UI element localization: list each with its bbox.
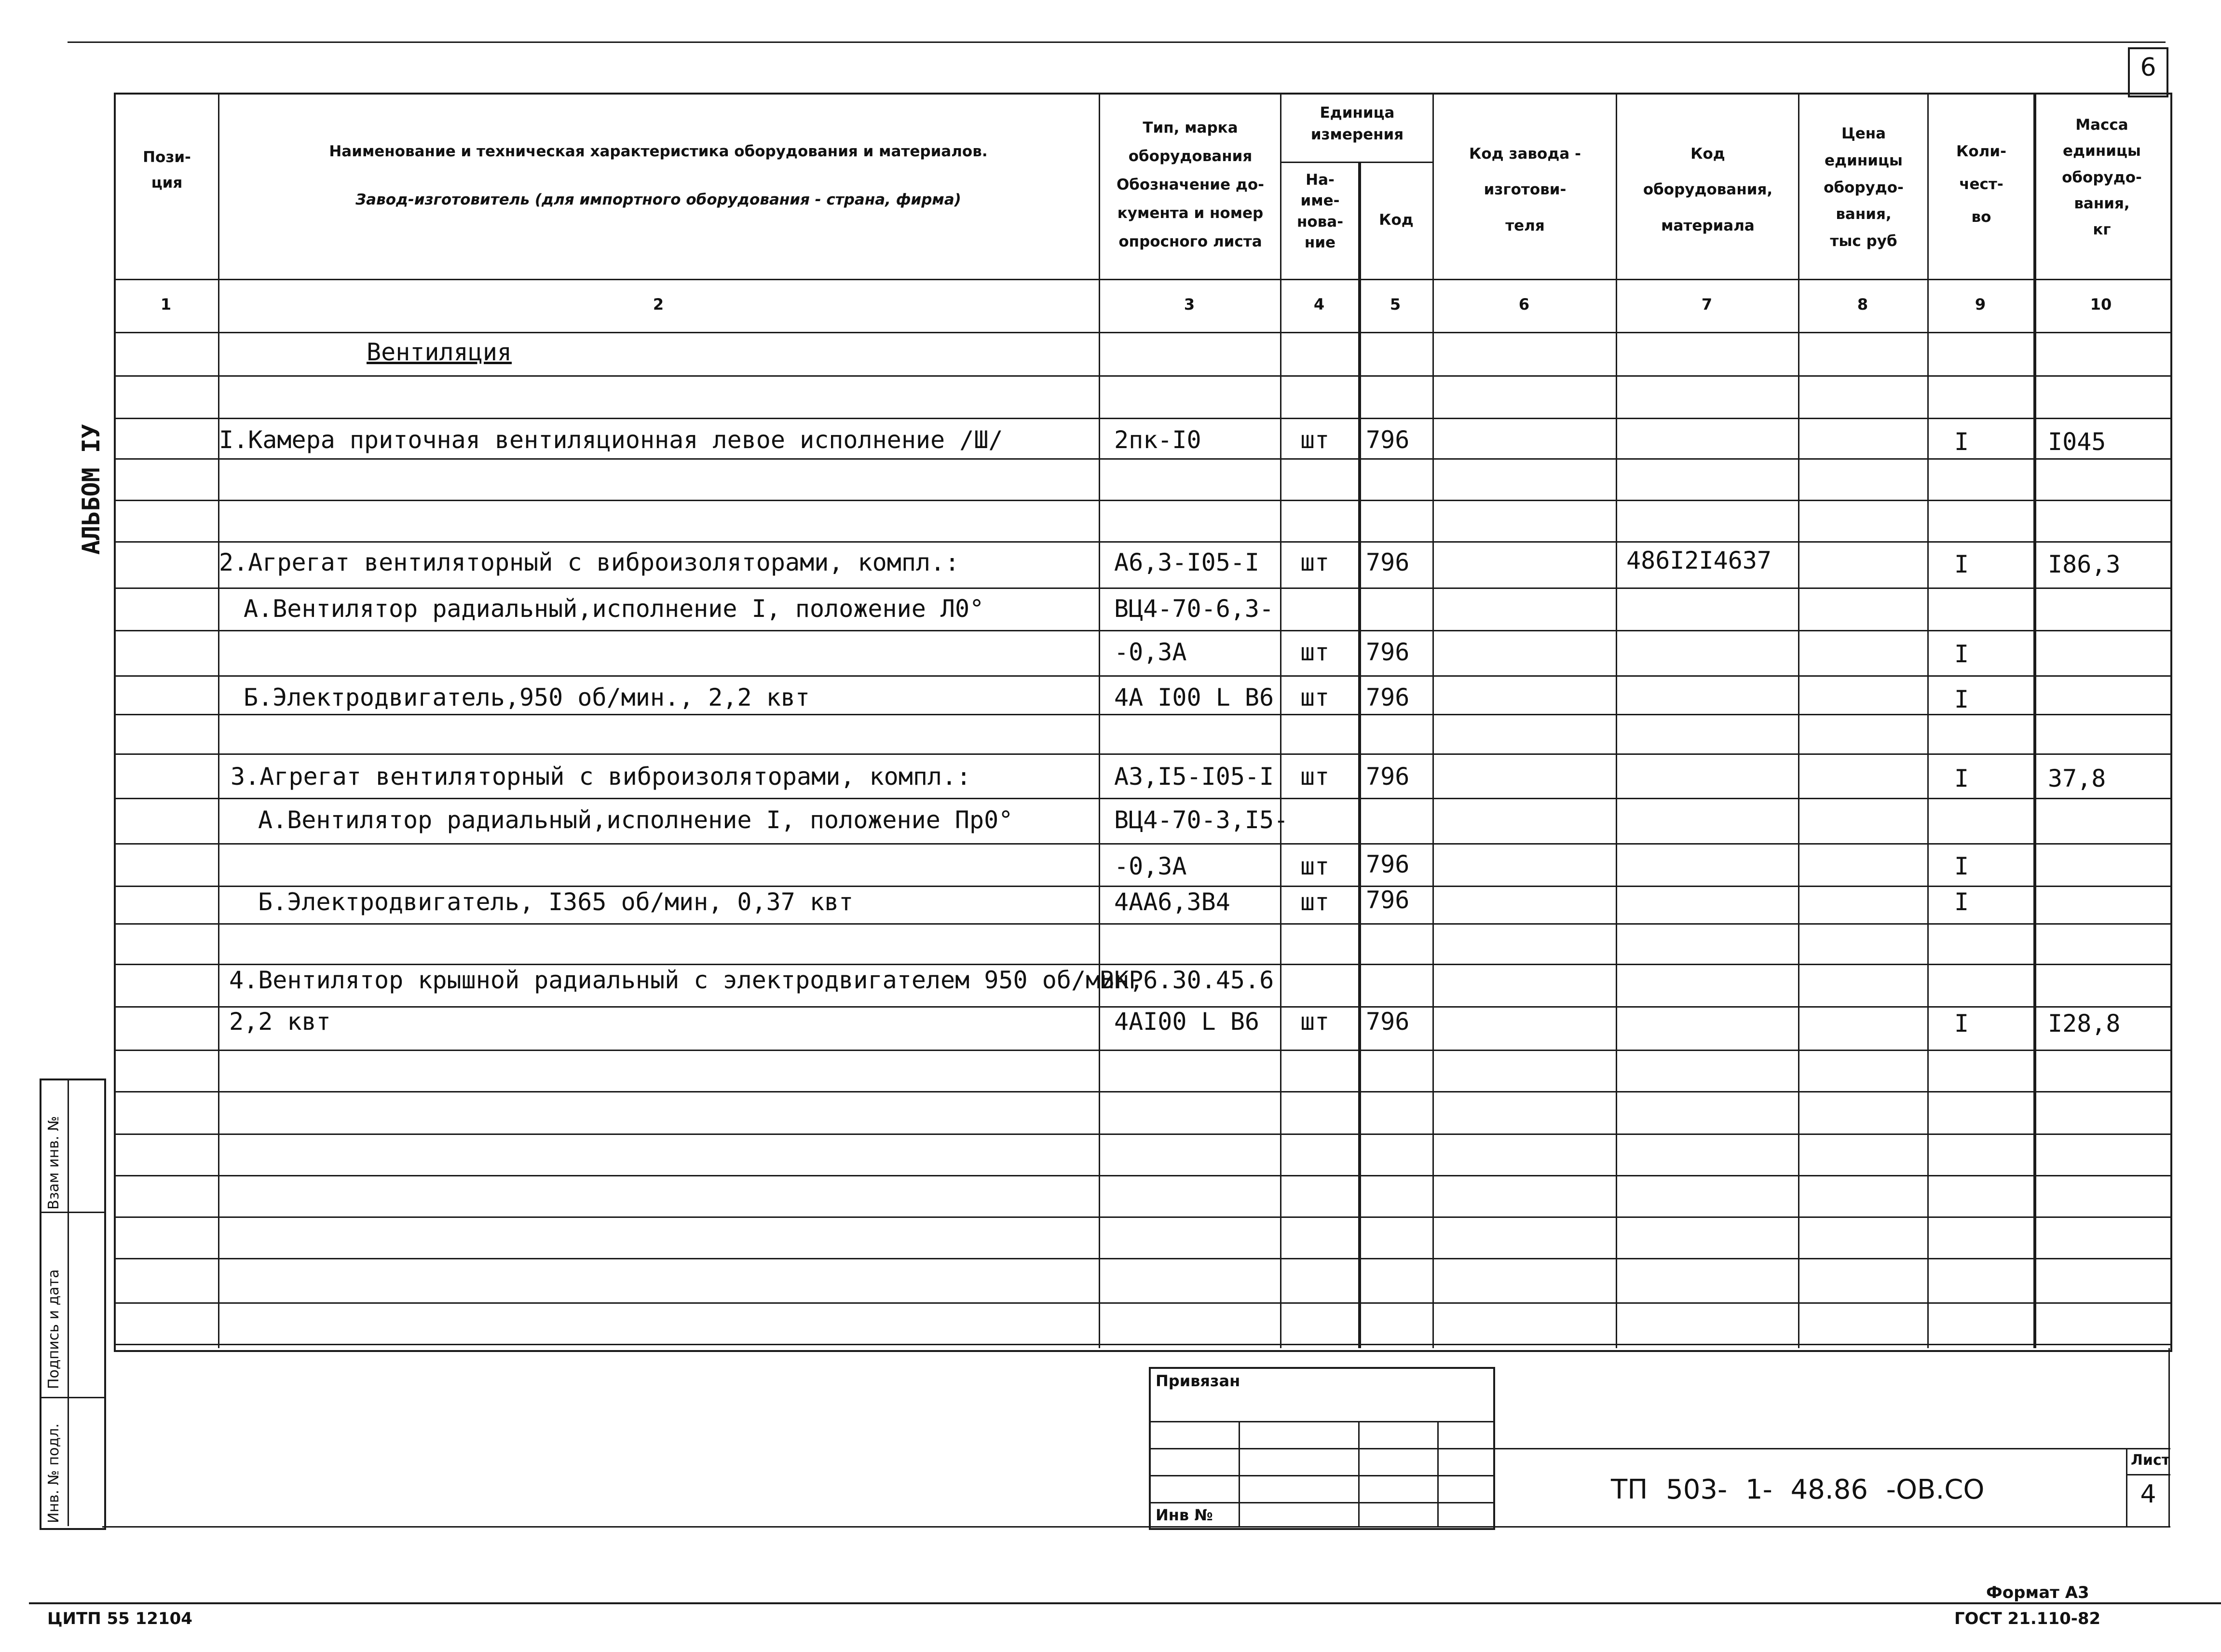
row-6-qty: I [1954, 765, 1969, 792]
row-line [114, 1344, 2170, 1345]
column-number-4: 4 [1313, 295, 1325, 314]
row-6-code: 796 [1366, 763, 1410, 791]
col-divider-8 [1927, 93, 1929, 1348]
header-factory-code: Код завода - изготови- теля [1469, 145, 1581, 234]
binding-line [1149, 1421, 1493, 1422]
column-number-2: 2 [653, 295, 664, 314]
header-bottom-line [114, 279, 2170, 280]
row-6-unit: шт [1300, 763, 1330, 791]
col-divider-7 [1798, 93, 1799, 1348]
row-11-unit: шт [1300, 1008, 1330, 1036]
header-name-line2: Завод-изготовитель (для импортного оборудования - страна, фирма) [355, 191, 961, 208]
col-divider-1 [218, 93, 219, 1348]
row-11-name: 2,2 квт [229, 1008, 331, 1036]
row-line [114, 375, 2170, 377]
row-2-unit: шт [1300, 548, 1330, 576]
row-3-type: ВЦ4-70-6,3- [1114, 595, 1274, 623]
column-number-7: 7 [1701, 295, 1713, 314]
row-2-qty: I [1954, 550, 1969, 578]
row-2-mass: I86,3 [2048, 550, 2121, 578]
row-5-qty: I [1954, 685, 1969, 713]
row-1-unit: шт [1300, 426, 1330, 454]
format-label: Формат А3 [1986, 1583, 2089, 1602]
side-stamp-line [40, 1397, 104, 1398]
row-line [114, 587, 2170, 589]
column-number-1: 1 [160, 295, 172, 314]
row-2-code: 796 [1366, 548, 1410, 576]
row-11-code: 796 [1366, 1008, 1410, 1036]
column-number-10: 10 [2090, 295, 2112, 314]
row-line [114, 964, 2170, 965]
row-1-qty: I [1954, 428, 1969, 456]
header-price: Цена единицы оборудо- вания, тыс руб [1824, 125, 1904, 250]
row-5-unit: шт [1300, 683, 1330, 711]
header-type: Тип, марка оборудования Обозначение до- кумента и номер опросного листа [1116, 119, 1265, 250]
row-8-type: -0,3А [1114, 852, 1187, 880]
row-5-code: 796 [1366, 683, 1410, 711]
row-9-name: Б.Электродвигатель, I365 об/мин, 0,37 квт [258, 888, 854, 916]
row-5-type: 4А I00 L В6 [1114, 683, 1274, 711]
header-unit-code: Код [1379, 211, 1414, 229]
gost-label: ГОСТ 21.110-82 [1954, 1609, 2101, 1628]
spec-table-frame [114, 93, 2172, 1352]
printer-label: ЦИТП 55 12104 [47, 1609, 192, 1628]
row-1-name: I.Камера приточная вентиляционная левое исполнение /Ш/ [219, 426, 1003, 454]
row-10-type: ВКР6.30.45.6 [1100, 966, 1274, 994]
row-4-type: -0,3А [1114, 638, 1187, 666]
column-number-5: 5 [1390, 295, 1401, 314]
row-line [114, 1133, 2170, 1135]
sheet-label: Лист [2131, 1452, 2170, 1469]
row-4-code: 796 [1366, 638, 1410, 666]
side-stamp-line [40, 1212, 104, 1213]
top-rule [68, 41, 2166, 43]
row-2-name: 2.Агрегат вентиляторный с виброизоляторами, компл.: [219, 548, 960, 576]
binding-line [1149, 1502, 1493, 1503]
row-line [114, 843, 2170, 845]
stamp-vzam-inv: Взам инв. № [45, 1116, 62, 1210]
side-stamp-divider [68, 1079, 69, 1526]
row-line [114, 886, 2170, 887]
row-9-type: 4АА6,3В4 [1114, 888, 1230, 916]
row-line [114, 923, 2170, 925]
row-8-qty: I [1954, 852, 1969, 880]
col-divider-9 [2033, 93, 2036, 1348]
row-9-code: 796 [1366, 886, 1410, 914]
binding-divider [1437, 1421, 1439, 1526]
row-11-qty: I [1954, 1010, 1969, 1038]
stamp-podpis-data: Подпись и дата [45, 1269, 62, 1389]
row-line [114, 418, 2170, 419]
row-line [114, 798, 2170, 799]
sheet-number-line [2126, 1474, 2170, 1475]
unit-group-divider [1280, 162, 1432, 163]
column-number-9: 9 [1975, 295, 1986, 314]
row-line [114, 458, 2170, 460]
column-number-6: 6 [1518, 295, 1530, 314]
sheet-corner-number: 6 [2140, 53, 2156, 82]
row-line [114, 1175, 2170, 1176]
row-8-code: 796 [1366, 850, 1410, 878]
document-code: ТП 503- 1- 48.86 -ОВ.СО [1611, 1474, 1985, 1505]
row-1-mass: I045 [2048, 428, 2106, 456]
column-number-8: 8 [1857, 295, 1868, 314]
row-9-unit: шт [1300, 888, 1330, 916]
row-9-qty: I [1954, 888, 1969, 916]
row-line [114, 714, 2170, 715]
row-11-mass: I28,8 [2048, 1010, 2121, 1038]
header-quantity: Коли- чест- во [1956, 143, 2006, 226]
row-2-type: А6,3-I05-I [1114, 548, 1260, 576]
row-1-code: 796 [1366, 426, 1410, 454]
row-line [114, 1091, 2170, 1092]
binding-line [1149, 1475, 1493, 1476]
row-4-unit: шт [1300, 638, 1330, 666]
header-equipment-code: Код оборудования, материала [1643, 145, 1773, 234]
row-line [114, 753, 2170, 755]
row-7-name: А.Вентилятор радиальный,исполнение I, положение Пр0° [258, 806, 1013, 834]
col-divider-2 [1099, 93, 1100, 1348]
sheet-bottom-line [102, 1526, 2170, 1528]
footer-line [29, 1602, 2221, 1604]
binding-line [1149, 1448, 1493, 1449]
row-3-name: А.Вентилятор радиальный,исполнение I, положение Л0° [244, 595, 984, 623]
row-7-type: ВЦ4-70-3,I5- [1114, 806, 1289, 834]
row-8-unit: шт [1300, 852, 1330, 880]
binding-divider [1358, 1421, 1360, 1526]
row-6-name: 3.Агрегат вентиляторный с виброизоляторами, компл.: [231, 763, 971, 791]
row-line [114, 1216, 2170, 1218]
row-line [114, 1258, 2170, 1259]
row-6-mass: 37,8 [2048, 765, 2106, 792]
row-line [114, 675, 2170, 677]
row-11-type: 4АI00 L В6 [1114, 1008, 1260, 1036]
inv-no-label: Инв № [1156, 1506, 1213, 1524]
binding-divider [1239, 1421, 1240, 1526]
title-block-top-line [1491, 1448, 2170, 1449]
column-numbers-bottom-line [114, 332, 2170, 333]
header-unit-name: На- име- нова- ние [1296, 171, 1344, 252]
row-1-type: 2пк-I0 [1114, 426, 1201, 454]
header-name-line1: Наименование и техническая характеристика оборудования и материалов. [329, 143, 988, 160]
row-5-name: Б.Электродвигатель,950 об/мин., 2,2 квт [244, 683, 810, 711]
col-divider-6 [1616, 93, 1617, 1348]
header-position: Пози- ция [143, 149, 191, 191]
section-title: Вентиляция [367, 338, 512, 366]
row-line [114, 541, 2170, 543]
col-divider-3 [1280, 93, 1281, 1348]
row-line [114, 500, 2170, 501]
column-number-3: 3 [1184, 295, 1195, 314]
row-line [114, 1302, 2170, 1304]
col-divider-4 [1358, 162, 1361, 1348]
row-2-equip-code: 486I2I4637 [1626, 546, 1772, 574]
row-line [114, 1050, 2170, 1051]
album-label: АЛЬБОМ IУ [77, 424, 105, 555]
row-10-name: 4.Вентилятор крышной радиальный с электродвигателем 950 об/мин, [229, 966, 1144, 994]
col-divider-5 [1432, 93, 1434, 1348]
header-unit-group: Единица измерения [1310, 104, 1404, 143]
stamp-inv-podl: Инв. № подл. [45, 1423, 62, 1523]
sheet-number: 4 [2140, 1480, 2156, 1509]
row-line [114, 630, 2170, 631]
row-4-qty: I [1954, 640, 1969, 668]
header-mass: Масса единицы оборудо- вания, кг [2062, 116, 2142, 238]
binding-label: Привязан [1156, 1372, 1240, 1390]
row-6-type: А3,I5-I05-I [1114, 763, 1274, 791]
